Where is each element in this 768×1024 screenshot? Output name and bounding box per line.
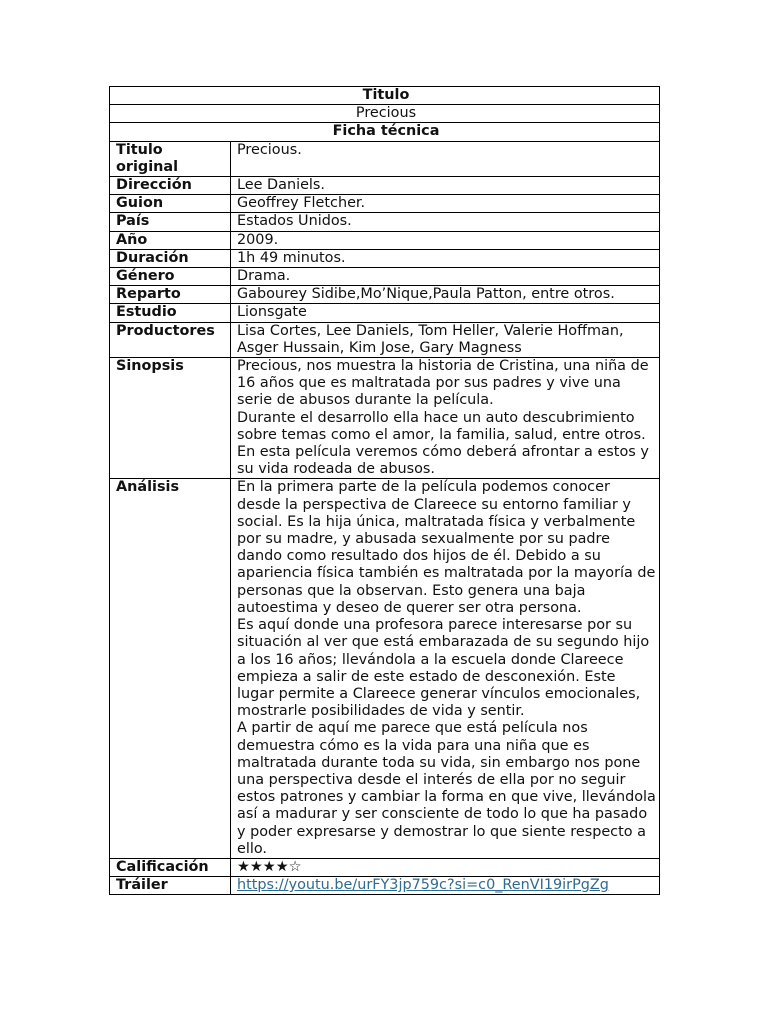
table-row (110, 479, 660, 858)
analisis-paragraph: A partir de aquí me parece que está película nos demuestra cómo es la vida para una niña que es maltratada durante toda su vida, sin embargo nos pone una perspectiva desde el interés de ella por no seguir estos patrones y cambiar la forma en que vive, llevándola así a madurar y ser consciente de todo lo que ha pasado y poder expresarse y demostrar lo que siente respecto a ello. (237, 720, 656, 857)
row-label-estudio: Estudio (110, 304, 231, 322)
row-value-titulo-original: Precious. (231, 141, 660, 176)
row-value-calificacion (231, 858, 660, 876)
row-value-analisis (231, 479, 660, 858)
row-label-pais: País (110, 213, 231, 231)
row-value-sinopsis (231, 358, 660, 479)
row-value-reparto: Gabourey Sidibe,Mo’Nique,Paula Patton, entre otros. (231, 286, 660, 304)
table-row (110, 858, 660, 876)
row-value-pais: Estados Unidos. (231, 213, 660, 231)
row-label-titulo-original: Titulo original (110, 141, 231, 176)
document-page (109, 86, 659, 895)
row-value-productores: Lisa Cortes, Lee Daniels, Tom Heller, Valerie Hoffman, Asger Hussain, Kim Jose, Gary Magness (231, 322, 660, 357)
row-label-direccion: Dirección (110, 177, 231, 195)
trailer-link[interactable]: https://youtu.be/urFY3jp759c?si=c0_RenVI19irPgZg (237, 877, 609, 894)
row-label-productores: Productores (110, 322, 231, 357)
movie-info-table (109, 86, 660, 895)
row-value-estudio: Lionsgate (231, 304, 660, 322)
table-row (110, 213, 660, 231)
table-row (110, 231, 660, 249)
row-label-analisis: Análisis (110, 479, 231, 858)
row-label-calificacion: Calificación (110, 858, 231, 876)
section-header-row (110, 123, 660, 141)
sinopsis-paragraph: Durante el desarrollo ella hace un auto descubrimiento sobre temas como el amor, la familia, salud, entre otros. En esta película veremos cómo deberá afrontar a estos y su vida rodeada de abusos. (237, 409, 649, 478)
table-row (110, 322, 660, 357)
row-value-duracion: 1h 49 minutos. (231, 249, 660, 267)
table-row (110, 177, 660, 195)
row-label-trailer: Tráiler (110, 877, 231, 895)
sinopsis-paragraph: Precious, nos muestra la historia de Cristina, una niña de 16 años que es maltratada por sus padres y vive una serie de abusos durante la película. (237, 358, 649, 409)
analisis-paragraph: En la primera parte de la película podemos conocer desde la perspectiva de Clareece su entorno familiar y social. Es la hija única, maltratada física y verbalmente por su madre, y abusada sexualmente por su padre dando como resultado dos hijos de él. Debido a su apariencia física también es maltratada por la mayoría de personas que la observan. Esto genera una baja autoestima y deseo de querer ser otra persona. (237, 479, 656, 616)
star-rating: ★★★★☆ (237, 858, 302, 875)
title-label-row (110, 87, 660, 105)
row-value-guion: Geoffrey Fletcher. (231, 195, 660, 213)
table-row (110, 195, 660, 213)
analisis-paragraph: Es aquí donde una profesora parece interesarse por su situación al ver que está embarazada de su segundo hijo a los 16 años; llevándola a la escuela donde Clareece empieza a salir de este estado de desconexión. Este lugar permite a Clareece generar vínculos emocionales, mostrarle posibilidades de vida y sentir. (237, 617, 650, 720)
table-row (110, 268, 660, 286)
table-row (110, 877, 660, 895)
table-row (110, 304, 660, 322)
table-row (110, 249, 660, 267)
row-label-reparto: Reparto (110, 286, 231, 304)
table-row (110, 286, 660, 304)
table-row (110, 141, 660, 176)
row-label-anio: Año (110, 231, 231, 249)
section-header: Ficha técnica (110, 123, 660, 141)
table-row (110, 358, 660, 479)
row-value-direccion: Lee Daniels. (231, 177, 660, 195)
row-label-duracion: Duración (110, 249, 231, 267)
title-value: Precious (110, 105, 660, 123)
row-label-guion: Guion (110, 195, 231, 213)
row-value-genero: Drama. (231, 268, 660, 286)
row-value-anio: 2009. (231, 231, 660, 249)
row-value-trailer (231, 877, 660, 895)
row-label-genero: Género (110, 268, 231, 286)
title-value-row (110, 105, 660, 123)
title-label: Titulo (110, 87, 660, 105)
row-label-sinopsis: Sinopsis (110, 358, 231, 479)
